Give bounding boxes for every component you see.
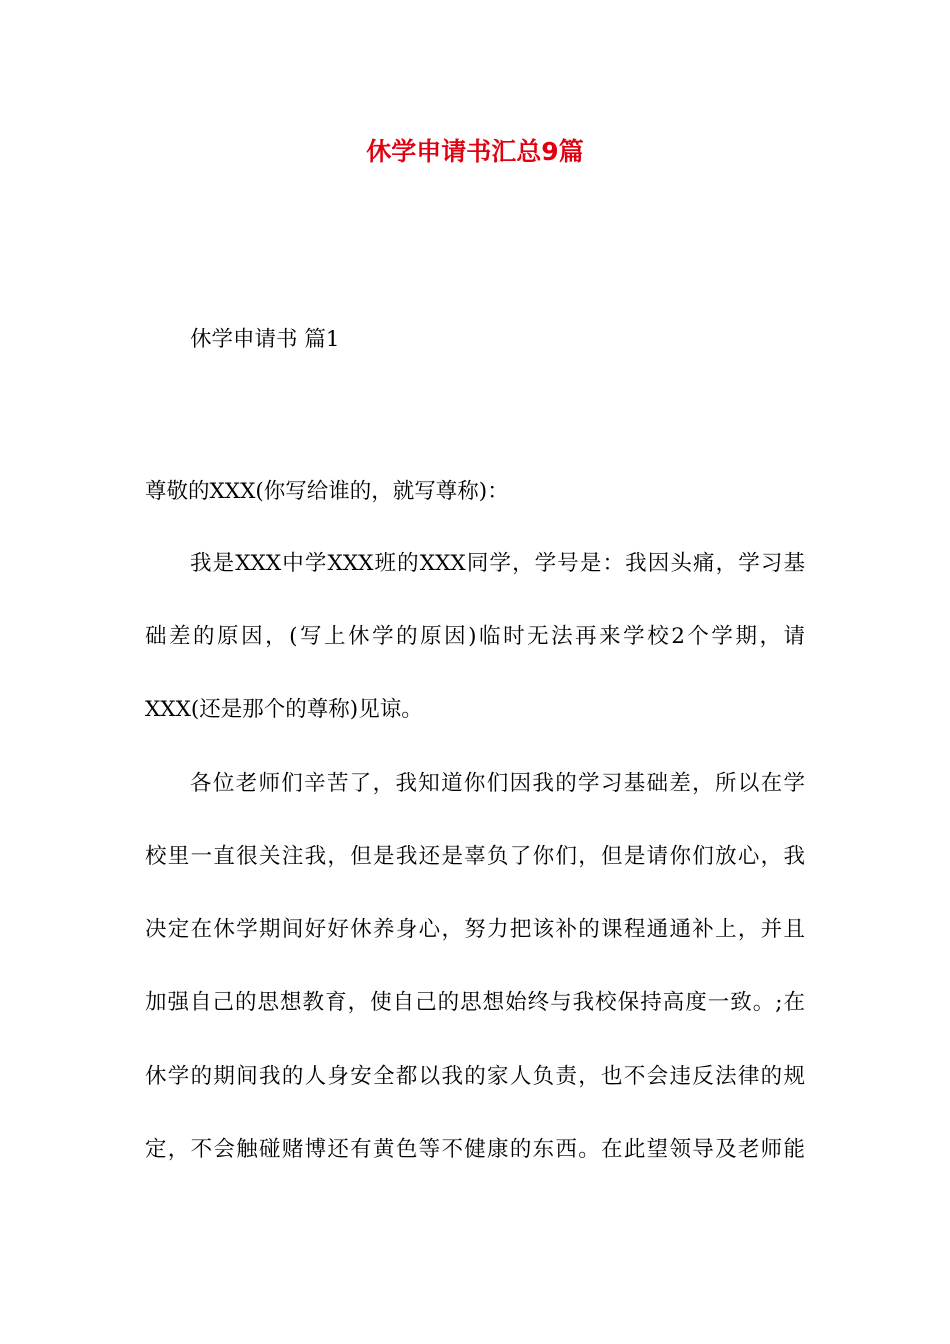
paragraph-line: 础差的原因，(写上休学的原因)临时无法再来学校2个学期，请 [145,624,805,649]
paragraph-line: 我是XXX中学XXX班的XXX同学，学号是：我因头痛，学习基 [190,551,805,576]
paragraph-line: 休学的期间我的人身安全都以我的家人负责，也不会违反法律的规 [145,1064,805,1089]
salutation: 尊敬的XXX(你写给谁的，就写尊称)： [145,479,509,504]
section-heading: 休学申请书 篇1 [190,327,340,352]
paragraph-line: 校里一直很关注我，但是我还是辜负了你们，但是请你们放心，我 [145,844,805,869]
paragraph-line: 加强自己的思想教育，使自己的思想始终与我校保持高度一致。;在 [145,990,805,1015]
paragraph-line: XXX(还是那个的尊称)见谅。 [145,697,423,722]
document-title: 休学申请书汇总9篇 [366,137,584,166]
paragraph-line: 各位老师们辛苦了，我知道你们因我的学习基础差，所以在学 [190,771,805,796]
paragraph-line: 决定在休学期间好好休养身心，努力把该补的课程通通补上，并且 [145,917,805,942]
paragraph-line: 定，不会触碰赌博还有黄色等不健康的东西。在此望领导及老师能 [145,1137,805,1162]
